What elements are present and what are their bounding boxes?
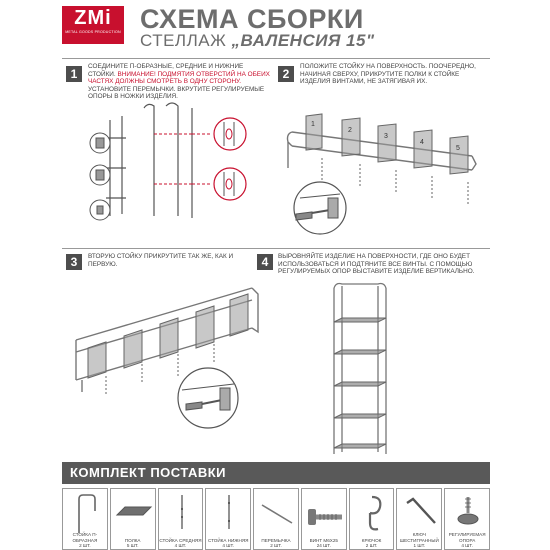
kit-item-qty: 1 ШТ. (413, 542, 426, 548)
kit-item-name: ВИНТ M6X25 (309, 537, 338, 543)
step-1-number: 1 (66, 66, 82, 82)
kit-item-label (111, 538, 155, 548)
kit-item (158, 488, 204, 550)
step-1-text (88, 63, 272, 101)
shelf-number-4: 4 (420, 139, 424, 146)
kit-item-label (302, 538, 346, 548)
kit-item-name: РЕГУЛИРУЕМАЯ ОПОРА (448, 532, 486, 543)
step-1-diagram (62, 98, 272, 248)
kit-item-qty: 5 ШТ. (126, 542, 139, 548)
shelf-number-5: 5 (456, 145, 460, 152)
page-title: СХЕМА СБОРКИ (140, 4, 364, 34)
kit-item-name: ПОЛКА (124, 537, 141, 543)
steps-divider (62, 248, 490, 249)
step-3-text: ВТОРУЮ СТОЙКУ ПРИКРУТИТЕ ТАК ЖЕ, КАК И ПЕРВУЮ. (88, 253, 234, 268)
kit-item-name: КРЮЧОК (361, 537, 382, 543)
kit-item (396, 488, 442, 550)
shelf-number-3: 3 (384, 133, 388, 140)
kit-item-qty: 4 ШТ. (461, 542, 473, 548)
kit-item-label (254, 538, 298, 548)
step-1-text-after: УСТАНОВИТЕ ПЕРЕМЫЧКИ. ВКРУТИТЕ РЕГУЛИРУЕМЫЕ ОПОРЫ В НОЖКИ ИЗДЕЛИЯ. (88, 85, 265, 101)
kit-items (62, 488, 490, 550)
step-3-number: 3 (66, 254, 82, 270)
header-divider (62, 58, 490, 59)
kit-item (349, 488, 395, 550)
kit-item (444, 488, 490, 550)
shelf-number-2: 2 (348, 127, 352, 134)
kit-item-qty: 4 ШТ. (174, 542, 187, 548)
logo-text: ZMi (74, 7, 112, 29)
step-1-text-normal: СОЕДИНИТЕ П-ОБРАЗНЫЕ, СРЕДНИЕ И НИЖНИЕ СТОЙКИ. (88, 63, 244, 78)
kit-item (253, 488, 299, 550)
step-3-diagram (62, 272, 272, 452)
kit-item (62, 488, 108, 550)
kit-item-qty: 2 ШТ. (79, 542, 91, 548)
kit-item-name: СТОЙКА СРЕДНЯЯ (159, 537, 202, 543)
step-4-diagram (320, 282, 400, 458)
kit-item-qty: 2 ШТ. (365, 542, 378, 548)
kit-item-name: КЛЮЧ ШЕСТИГРАННЫЙ (399, 532, 439, 543)
kit-item-label (63, 532, 107, 548)
kit-header: КОМПЛЕКТ ПОСТАВКИ (62, 462, 490, 484)
product-name: „ВАЛЕНСИЯ 15" (231, 31, 375, 50)
page-subtitle (140, 31, 375, 51)
kit-item (110, 488, 156, 550)
kit-item-label (206, 538, 250, 548)
step-4-text: ВЫРОВНЯЙТЕ ИЗДЕЛИЕ НА ПОВЕРХНОСТИ, ГДЕ ОНО БУДЕТ ИСПОЛЬЗОВАТЬСЯ И ПОДТЯНИТЕ ВСЕ ВИНТЫ. С ПОМОЩЬЮ РЕГУЛИРУЕМЫХ ОПОР ВЫСТАВИТЕ ИЗДЕЛИЕ ВЕРТИКАЛЬНО. (278, 253, 475, 276)
shelf-number-1: 1 (311, 121, 315, 128)
kit-item-label (445, 532, 489, 548)
step-1-warning: ВНИМАНИЕ! ПОДМЯТИЯ ОТВЕРСТИЙ НА ОБЕИХ ЧАСТЯХ ДОЛЖНЫ СМОТРЕТЬ В ОДНУ СТОРОНУ. (88, 70, 270, 86)
kit-item-qty: 24 ШТ. (316, 542, 331, 548)
kit-item-label (159, 538, 203, 548)
kit-item-label (350, 538, 394, 548)
step-2-diagram (282, 98, 490, 248)
kit-item-name: СТОЙКА П-ОБРАЗНАЯ (72, 532, 98, 543)
step-2-number: 2 (278, 66, 294, 82)
subtitle-prefix: СТЕЛЛАЖ (140, 31, 227, 50)
kit-item (301, 488, 347, 550)
step-2-text: ПОЛОЖИТЕ СТОЙКУ НА ПОВЕРХНОСТЬ. ПООЧЕРЕДНО, НАЧИНАЯ СВЕРХУ, ПРИКРУТИТЕ ПОЛКИ К СТОЙКЕ ИЗДЕЛИЯ ВИНТАМИ, НЕ ЗАТЯГИВАЯ ИХ. (300, 63, 476, 86)
kit-item-label (397, 532, 441, 548)
kit-item-qty: 2 ШТ. (270, 542, 282, 548)
kit-item (205, 488, 251, 550)
logo-subtitle: METAL GOODS PRODUCTION (65, 30, 121, 34)
kit-item-name: СТОЙКА НИЖНЯЯ (208, 537, 249, 543)
brand-logo (62, 6, 124, 44)
step-4-number: 4 (257, 254, 273, 270)
kit-item-qty: 4 ШТ. (222, 542, 235, 548)
kit-item-name: ПЕРЕМЫЧКА (261, 537, 291, 543)
